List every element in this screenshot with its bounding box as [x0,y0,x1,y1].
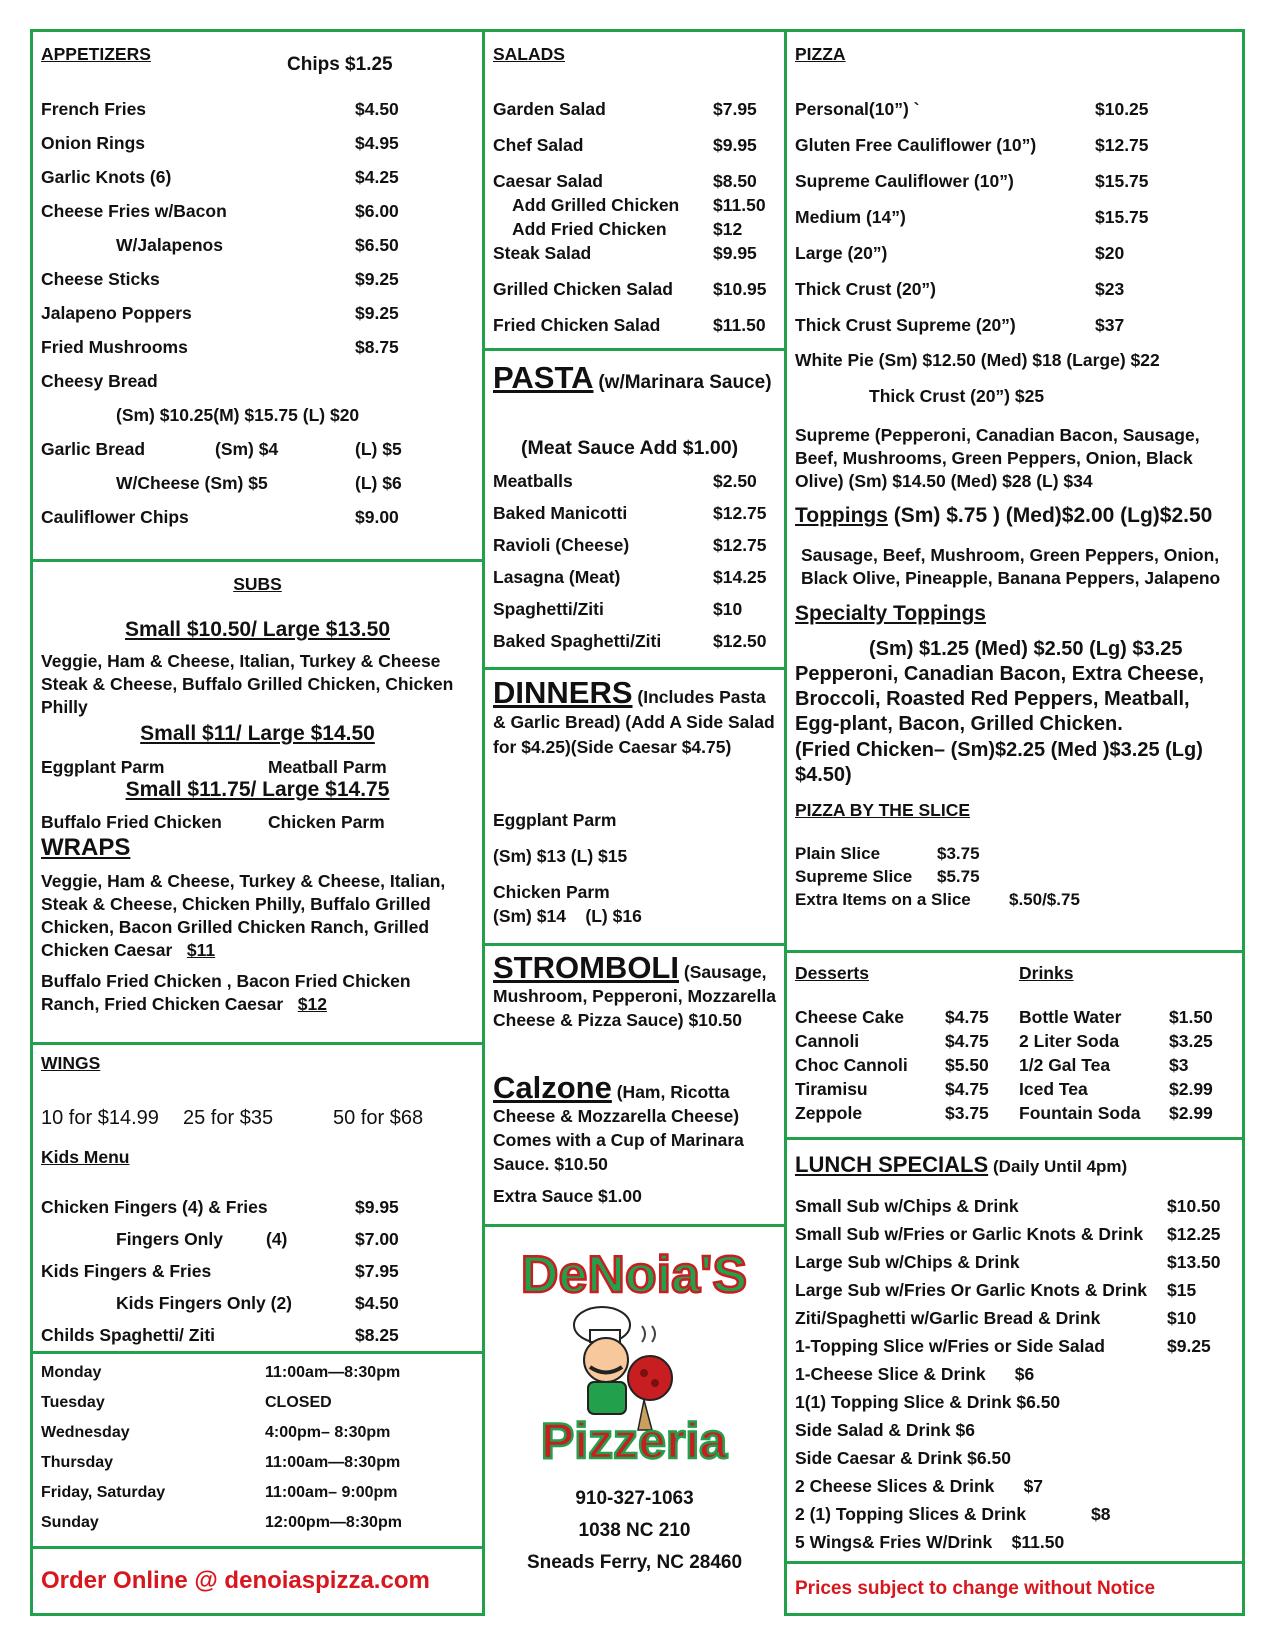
list-item: Extra Items on a Slice $.50/$.75 [795,890,1080,909]
subs-price-3: Small $11.75/ Large $14.75 [125,778,390,801]
wings-50: 50 for $68 [333,1107,424,1129]
wings-25: 25 for $35 [183,1107,274,1129]
salads-title: SALADS [493,44,565,64]
list-item: Garlic Knots (6) $4.25 [41,167,399,187]
hours-row: Sunday 12:00pm—8:30pm [41,1514,402,1531]
notice-box [784,1561,1245,1616]
wings-kids-box [30,1042,485,1354]
list-item: Small Sub w/Chips & Drink $10.50 [795,1196,1221,1216]
chicken-parm: Chicken Parm [268,812,385,832]
list-item: Small Sub w/Fries or Garlic Knots & Drink $12.25 [795,1224,1221,1244]
list-item: Childs Spaghetti/ Ziti $8.25 [41,1325,399,1345]
dinners-desc: (Includes Pasta & Garlic Bread) (Add A Side Salad for $4.25)(Side Caesar $4.75) [493,687,775,757]
subs-box [30,559,485,1045]
salad-price: $8.50 [713,171,757,191]
list-item: Meatballs $2.50 [493,471,757,491]
list-item: Tiramisu $4.75 [795,1079,989,1099]
meat-sauce: (Meat Sauce Add $1.00) [521,437,739,459]
white-thick: Thick Crust (20”) $25 [869,386,1045,406]
specialty-price: (Sm) $1.25 (Med) $2.50 (Lg) $3.25 [869,638,1183,660]
salad-item: Add Fried Chicken [512,219,667,239]
salad-price: $10.95 [713,279,767,299]
hours-row: Tuesday CLOSED [41,1394,332,1411]
list-item: Plain Slice $3.75 [795,844,980,863]
salad-item: Add Grilled Chicken [512,195,680,215]
lunch-list [795,1196,1240,1560]
slice-title: PIZZA BY THE SLICE [795,800,971,820]
list-item: Cheese Cake $4.75 [795,1007,989,1027]
salad-price: $9.95 [713,243,757,263]
subs-price-1: Small $10.50/ Large $13.50 [124,618,390,641]
list-item: Chicken Fingers (4) & Fries $9.95 [41,1197,399,1217]
list-item: Choc Cannoli $5.50 [795,1055,989,1075]
logo-bottom-text: Pizzeria [540,1413,728,1469]
hours-row: Wednesday 4:00pm– 8:30pm [41,1424,391,1441]
list-item: 5 Wings& Fries W/Drink $11.50 [795,1532,1065,1552]
appetizers-list [41,99,481,541]
toppings-title: Toppings [795,504,888,527]
phone[interactable]: 910-327-1063 [575,1488,694,1509]
toppings-price: (Sm) $.75 ) (Med)$2.00 (Lg)$2.50 [887,504,1213,527]
specialty-list: Pepperoni, Canadian Bacon, Extra Cheese, Broccoli, Roasted Red Peppers, Meatball, Egg-plant, Bacon, Grilled Chicken. [795,663,1205,735]
list-item: Fingers Only (4) $7.00 [116,1229,399,1249]
wraps-list-2: Buffalo Fried Chicken , Bacon Fried Chicken Ranch, Fried Chicken Caesar $12 [41,971,411,1014]
appetizers-box [30,29,485,562]
desserts-title: Desserts [795,963,869,983]
list-item: Ziti/Spaghetti w/Garlic Bread & Drink $10 [795,1308,1197,1328]
wraps-price-2: $12 [297,994,327,1014]
list-item: 2 Liter Soda $3.25 [1019,1031,1213,1051]
calzone-title: Calzone [493,1070,612,1105]
pizzeria-logo [482,1230,787,1480]
subs-price-2: Small $11/ Large $14.50 [140,722,375,745]
list-item: Cauliflower Chips $9.00 [41,507,399,527]
logo-top-text: DeNoia'S [520,1246,748,1304]
list-item: Large Sub w/Fries Or Garlic Knots & Drink $15 [795,1280,1197,1300]
order-online-box [30,1546,485,1616]
subs-title: SUBS [233,574,282,594]
list-item: Spaghetti/Ziti $10 [493,599,743,619]
list-item: Jalapeno Poppers $9.25 [41,303,399,323]
list-item: Supreme Slice $5.75 [795,867,980,886]
hours-row: Thursday 11:00am—8:30pm [41,1454,401,1471]
eggplant-parm: Eggplant Parm [41,757,165,777]
list-item: Side Caesar & Drink $6.50 [795,1448,1011,1468]
salad-price: $7.95 [713,99,757,119]
hours-list [41,1364,481,1544]
pasta-title: PASTA [493,360,594,395]
dinners-eggplant: Eggplant Parm [493,810,617,830]
calzone-block [493,1070,783,1176]
list-item: Lasagna (Meat) $14.25 [493,567,767,587]
lunch-title: LUNCH SPECIALS [795,1152,989,1177]
list-item: Medium (14”) $15.75 [795,207,1149,227]
salad-item: Caesar Salad [493,171,603,191]
price-notice: Prices subject to change without Notice [795,1578,1156,1599]
dinners-eggplant-price: (Sm) $13 (L) $15 [493,846,628,866]
white-pie: White Pie (Sm) $12.50 (Med) $18 (Large) $22 [795,350,1160,370]
slice-list [795,844,1235,913]
fried-chicken-topping: (Fried Chicken– (Sm)$2.25 (Med )$3.25 (Lg) $4.50) [795,739,1203,786]
kids-menu-title: Kids Menu [41,1147,130,1167]
list-item: 1(1) Topping Slice & Drink $6.50 [795,1392,1061,1412]
pasta-list [493,471,783,663]
list-item: Thick Crust Supreme (20”) $37 [795,315,1125,335]
desserts-list [795,1007,1015,1127]
hours-box [30,1351,485,1549]
list-item: Cheesy Bread [41,371,158,391]
list-item: Fried Mushrooms $8.75 [41,337,399,357]
pizza-title: PIZZA [795,44,846,64]
address: 1038 NC 210 [578,1520,691,1541]
wraps-price-1: $11 [186,940,216,960]
salads-box [482,29,787,351]
supreme-desc: Supreme (Pepperoni, Canadian Bacon, Sausage, Beef, Mushrooms, Green Peppers, Onion, Black Olive) (Sm) $14.50 (Med) $28 (L) $34 [795,425,1200,491]
toppings-list: Sausage, Beef, Mushroom, Green Peppers, Onion, Black Olive, Pineapple, Banana Peppers, Jalapeno [801,545,1221,588]
stromboli-title: STROMBOLI [493,950,679,985]
list-item: Kids Fingers & Fries $7.95 [41,1261,399,1281]
chips-price: Chips $1.25 [287,54,393,75]
salad-item: Steak Salad [493,243,592,263]
list-item: Gluten Free Cauliflower (10”) $12.75 [795,135,1149,155]
kids-list [41,1197,481,1357]
salad-item: Chef Salad [493,135,584,155]
pasta-header [493,360,778,398]
list-item: Kids Fingers Only (2) $4.50 [116,1293,399,1313]
salad-price: $11.50 [713,315,766,335]
list-item: French Fries $4.50 [41,99,399,119]
list-item: Supreme Cauliflower (10”) $15.75 [795,171,1149,191]
wraps-title: WRAPS [41,834,131,861]
list-item: Iced Tea $2.99 [1019,1079,1213,1099]
appetizers-title: APPETIZERS [41,44,151,64]
list-item: Large Sub w/Chips & Drink $13.50 [795,1252,1221,1272]
subs-list-1: Veggie, Ham & Cheese, Italian, Turkey & Cheese Steak & Cheese, Buffalo Grilled Chicken, Chicken Philly [41,651,454,717]
salad-price: $12 [713,219,743,239]
list-item: 2 (1) Topping Slices & Drink $8 [795,1504,1111,1524]
list-item: Baked Spaghetti/Ziti $12.50 [493,631,767,651]
list-item: Onion Rings $4.95 [41,133,399,153]
list-item: Cheese Sticks $9.25 [41,269,399,289]
dinners-header [493,675,783,760]
list-item: Zeppole $3.75 [795,1103,989,1123]
list-item: Ravioli (Cheese) $12.75 [493,535,767,555]
wings-10: 10 for $14.99 [41,1107,159,1129]
list-item: Side Salad & Drink $6 [795,1420,975,1440]
salad-item: Garden Salad [493,99,606,119]
list-item: 1-Cheese Slice & Drink $6 [795,1364,1035,1384]
city: Sneads Ferry, NC 28460 [526,1552,743,1573]
dinners-chicken: Chicken Parm [493,882,610,902]
list-item: Thick Crust (20”) $23 [795,279,1125,299]
list-item: Large (20”) $20 [795,243,1125,263]
salad-item: Grilled Chicken Salad [493,279,673,299]
extra-sauce: Extra Sauce $1.00 [493,1186,642,1206]
buffalo-fried-chicken: Buffalo Fried Chicken [41,812,222,832]
list-item: 1-Topping Slice w/Fries or Side Salad $9.25 [795,1336,1211,1356]
drinks-title: Drinks [1019,963,1074,983]
list-item: W/Jalapenos $6.50 [116,235,399,255]
list-item: W/Cheese (Sm) $5 (L) $6 [116,473,402,493]
stromboli-desc: (Sausage, Mushroom, Pepperoni, Mozzarella Cheese & Pizza Sauce) $10.50 [493,962,776,1030]
logo-area [482,1230,787,1480]
list-item: Baked Manicotti $12.75 [493,503,767,523]
wings-title: WINGS [41,1053,101,1073]
list-item: Bottle Water $1.50 [1019,1007,1213,1027]
dinners-box [482,667,787,946]
list-item: Cheese Fries w/Bacon $6.00 [41,201,399,221]
pasta-subtitle: (w/Marinara Sauce) [598,372,772,393]
wraps-list-1: Veggie, Ham & Cheese, Turkey & Cheese, Italian, Steak & Cheese, Chicken Philly, Buffalo Grilled Chicken, Bacon Grilled Chicken Ranch, Grilled Chicken Caesar $11 [41,871,446,960]
lunch-subtitle: (Daily Until 4pm) [993,1157,1128,1176]
list-item: Cannoli $4.75 [795,1031,989,1051]
meatball-parm: Meatball Parm [268,757,387,777]
desserts-drinks-box [784,950,1245,1140]
salad-price: $11.50 [713,195,766,215]
chef-icon [574,1307,672,1430]
specialty-title: Specialty Toppings [795,602,986,625]
list-item: 1/2 Gal Tea $3 [1019,1055,1189,1075]
salad-item: Fried Chicken Salad [493,315,661,335]
calzone-desc: (Ham, Ricotta Cheese & Mozzarella Cheese) Comes with a Cup of Marinara Sauce. $10.50 [493,1082,744,1174]
list-item: Garlic Bread (Sm) $4 (L) $5 [41,439,402,459]
drinks-list [1019,1007,1239,1127]
order-online-link[interactable]: Order Online @ denoiaspizza.com [41,1567,430,1594]
list-item: 2 Cheese Slices & Drink $7 [795,1476,1044,1496]
dinners-title: DINNERS [493,675,633,710]
salad-price: $9.95 [713,135,757,155]
lunch-specials-box [784,1137,1245,1564]
lunch-header [795,1152,1127,1178]
pizza-box [784,29,1245,953]
stromboli-calzone-box [482,943,787,1227]
list-item: Fountain Soda $2.99 [1019,1103,1213,1123]
list-item: (Sm) $10.25(M) $15.75 (L) $20 [116,405,360,425]
stromboli-block [493,950,783,1032]
hours-row: Monday 11:00am—8:30pm [41,1364,401,1381]
dinners-chicken-price: (Sm) $14 (L) $16 [493,906,642,926]
list-item: Personal(10”) ` $10.25 [795,99,1149,119]
toppings-header [795,504,1212,528]
pasta-box [482,348,787,670]
pizza-list [795,99,1240,351]
hours-row: Friday, Saturday 11:00am– 9:00pm [41,1484,398,1501]
